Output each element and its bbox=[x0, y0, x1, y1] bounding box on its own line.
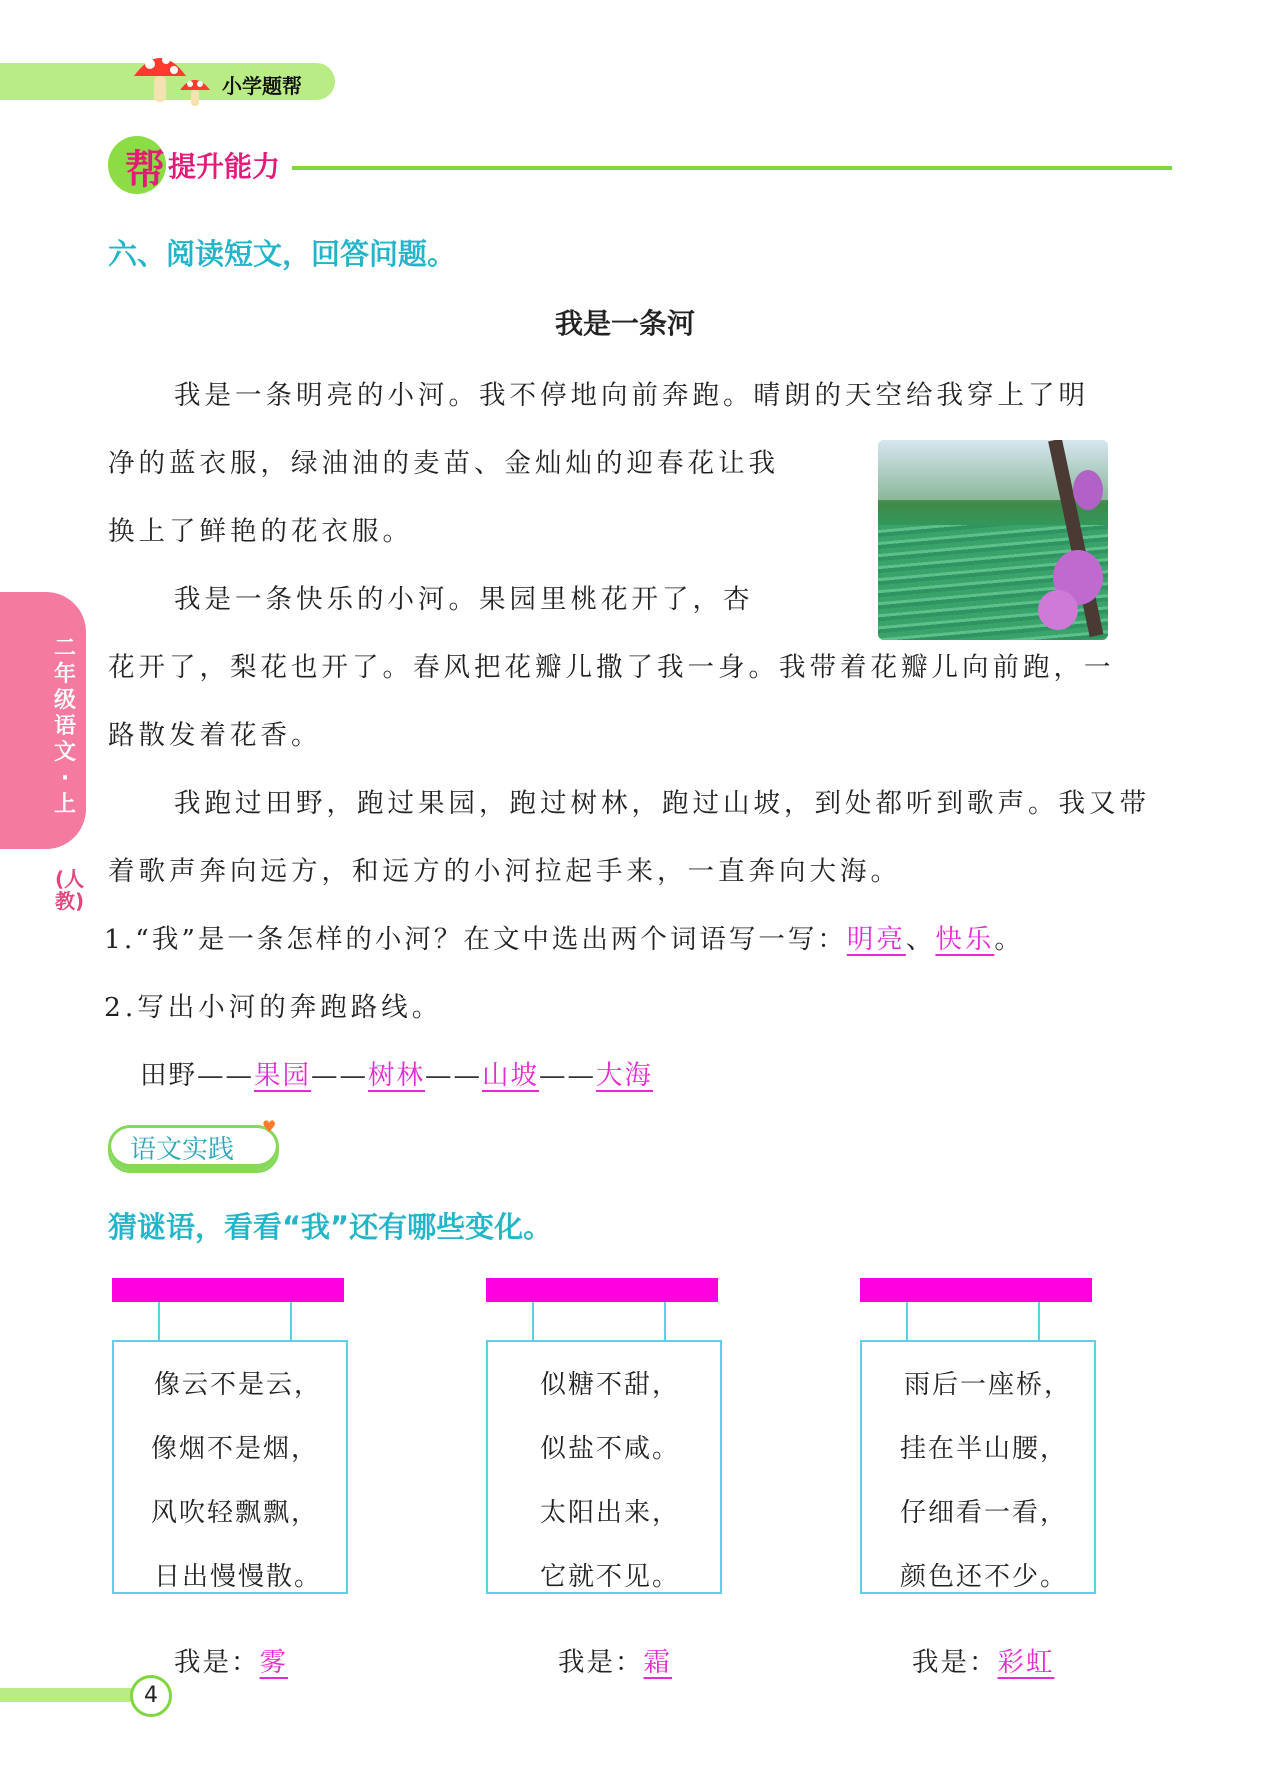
answer-prefix: 我是： bbox=[912, 1647, 998, 1678]
riddle-line: 似糖不甜， bbox=[540, 1370, 681, 1400]
riddle-line: 仔细看一看， bbox=[900, 1498, 1069, 1528]
route-stop: 果园 bbox=[254, 1060, 311, 1091]
section-divider bbox=[292, 166, 1172, 170]
question-1 bbox=[104, 917, 1024, 956]
riddle-line: 风吹轻飘飘， bbox=[151, 1498, 320, 1528]
story-line: 净的蓝衣服，绿油油的麦苗、金灿灿的迎春花让我 bbox=[108, 448, 779, 479]
footer-bar bbox=[0, 1688, 150, 1702]
riddle-card-header bbox=[486, 1278, 718, 1302]
heart-icon: ♥ bbox=[262, 1117, 277, 1136]
grade-label: 二年级语文·上 bbox=[53, 636, 76, 817]
question-2: 2.写出小河的奔跑路线。 bbox=[104, 992, 443, 1023]
riddle-card bbox=[112, 1340, 348, 1594]
riddle-card-strap bbox=[1038, 1302, 1040, 1340]
answer-1: 明亮 bbox=[846, 924, 906, 955]
story-line: 着歌声奔向远方，和远方的小河拉起手来，一直奔向大海。 bbox=[108, 856, 901, 887]
riddle-answer bbox=[558, 1640, 672, 1679]
riddle-card-strap bbox=[158, 1302, 160, 1340]
riddle-card-strap bbox=[290, 1302, 292, 1340]
edition-label: (人教) bbox=[55, 867, 85, 913]
practice-label: 语文实践 bbox=[130, 1135, 235, 1165]
brand-name: 小学题帮 bbox=[222, 74, 302, 98]
riddle-card bbox=[860, 1340, 1096, 1594]
riddle-answer-value: 彩虹 bbox=[997, 1647, 1055, 1678]
riddle-answer bbox=[174, 1640, 288, 1679]
story-line: 路散发着花香。 bbox=[108, 720, 322, 751]
question-1-text: 1.“我”是一条怎样的小河？在文中选出两个词语写一写： bbox=[104, 924, 847, 955]
riddle-card bbox=[486, 1340, 722, 1594]
photo-blossom bbox=[1073, 470, 1103, 510]
riddle-line: 颜色还不少。 bbox=[900, 1562, 1069, 1592]
section-badge-char: 帮 bbox=[125, 147, 165, 193]
story-line: 花开了，梨花也开了。春风把花瓣儿撒了我一身。我带着花瓣儿向前跑，一 bbox=[108, 652, 1115, 683]
riddle-card-strap bbox=[906, 1302, 908, 1340]
section-title: 提升能力 bbox=[168, 150, 281, 183]
route-stop: 树林 bbox=[368, 1060, 425, 1091]
riddle-card-header bbox=[860, 1278, 1092, 1302]
riddle-line: 挂在半山腰， bbox=[900, 1434, 1069, 1464]
route-stop: 山坡 bbox=[482, 1060, 539, 1091]
reading-heading: 六、阅读短文，回答问题。 bbox=[108, 237, 457, 271]
answer-2: 快乐 bbox=[935, 924, 995, 955]
riddle-card-strap bbox=[664, 1302, 666, 1340]
riddle-answer bbox=[912, 1640, 1055, 1679]
story-line: 我跑过田野，跑过果园，跑过树林，跑过山坡，到处都听到歌声。我又带 bbox=[174, 788, 1150, 819]
route-dash: —— bbox=[311, 1060, 368, 1091]
route-dash: —— bbox=[425, 1060, 482, 1091]
small-mushroom-icon bbox=[178, 74, 212, 108]
question-1-end: 。 bbox=[994, 924, 1024, 955]
riddle-line: 像烟不是烟， bbox=[151, 1434, 320, 1464]
photo-blossom bbox=[1038, 590, 1078, 630]
riddle-line: 似盐不咸。 bbox=[540, 1434, 681, 1464]
riddle-card-header bbox=[112, 1278, 344, 1302]
story-title: 我是一条河 bbox=[555, 307, 696, 340]
answer-separator: 、 bbox=[905, 924, 936, 955]
riddle-line: 日出慢慢散。 bbox=[154, 1562, 323, 1592]
riddle-line: 雨后一座桥， bbox=[904, 1370, 1073, 1400]
answer-prefix: 我是： bbox=[174, 1647, 260, 1678]
riddle-line: 它就不见。 bbox=[540, 1562, 681, 1592]
riddle-answer-value: 霜 bbox=[643, 1647, 672, 1678]
route-start: 田野 bbox=[140, 1060, 197, 1091]
riddle-card-strap bbox=[532, 1302, 534, 1340]
riddle-line: 太阳出来， bbox=[540, 1498, 681, 1528]
route-dash: —— bbox=[197, 1060, 254, 1091]
story-line: 换上了鲜艳的花衣服。 bbox=[108, 516, 413, 547]
riddle-heading: 猜谜语，看看“我”还有哪些变化。 bbox=[108, 1210, 553, 1244]
story-line: 我是一条明亮的小河。我不停地向前奔跑。晴朗的天空给我穿上了明 bbox=[174, 380, 1089, 411]
river-photo bbox=[878, 440, 1108, 640]
story-line: 我是一条快乐的小河。果园里桃花开了，杏 bbox=[174, 584, 754, 615]
route-stop: 大海 bbox=[596, 1060, 653, 1091]
riddle-answer-value: 雾 bbox=[259, 1647, 288, 1678]
route-line bbox=[140, 1053, 653, 1092]
route-dash: —— bbox=[539, 1060, 596, 1091]
answer-prefix: 我是： bbox=[558, 1647, 644, 1678]
page-number: 4 bbox=[130, 1675, 172, 1717]
riddle-line: 像云不是云， bbox=[154, 1370, 323, 1400]
